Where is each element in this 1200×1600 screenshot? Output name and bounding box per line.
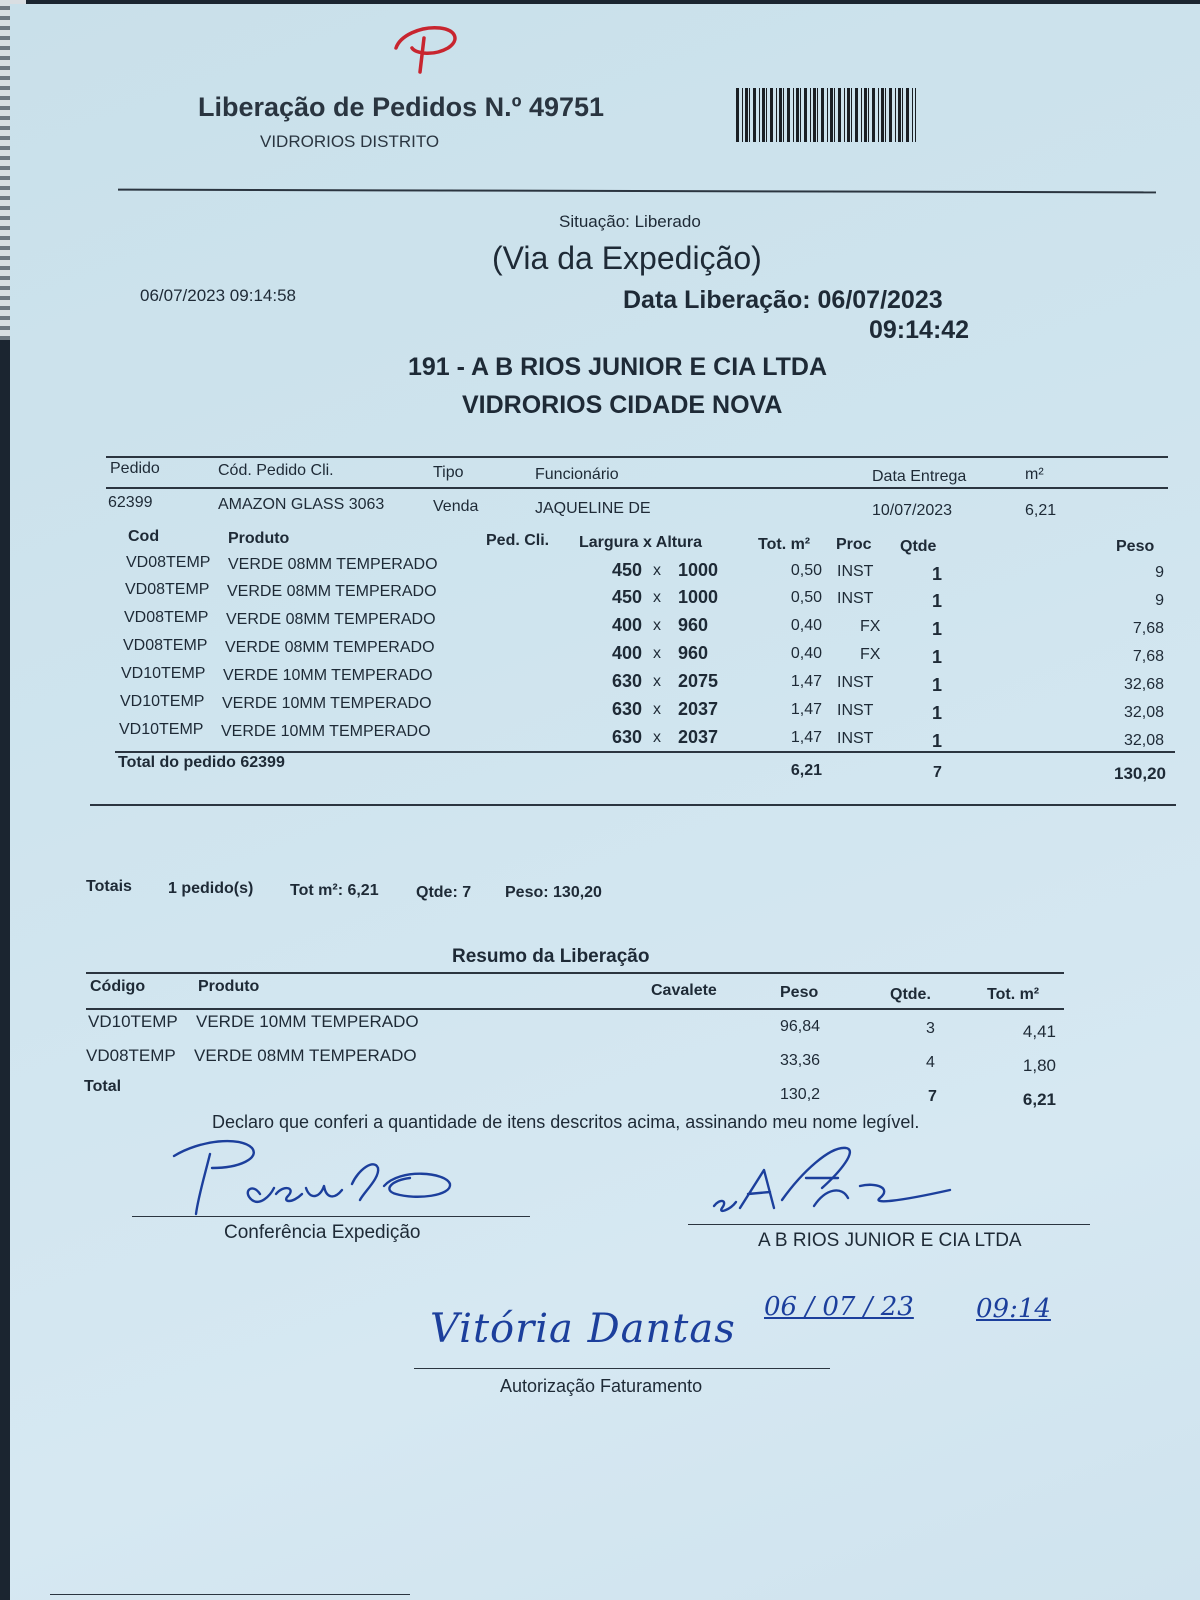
item-largura: 630: [611, 699, 642, 719]
item-peso: 32,68: [1123, 676, 1164, 693]
item-x: x: [653, 645, 661, 662]
item-altura: 2075: [678, 671, 719, 691]
document-title: Liberação de Pedidos N.º 49751: [198, 92, 605, 122]
col-data-entrega: Data Entrega: [872, 468, 967, 485]
divider: [86, 1008, 1064, 1010]
resumo-total-peso: 130,2: [780, 1086, 821, 1103]
pedido-number: 62399: [108, 494, 153, 511]
item-cod: VD10TEMP: [120, 693, 205, 710]
divider: [106, 456, 1168, 458]
item-x: x: [653, 617, 661, 634]
printed-timestamp: 06/07/2023 09:14:58: [140, 286, 296, 305]
item-x: x: [653, 701, 661, 718]
items-col-tot-m2: Tot. m²: [758, 536, 811, 553]
item-produto: VERDE 10MM TEMPERADO: [222, 695, 432, 712]
items-col-qtde: Qtde: [900, 538, 937, 555]
item-cod: VD10TEMP: [119, 721, 204, 738]
resumo-peso: 33,36: [780, 1052, 821, 1069]
declaration-text: Declaro que conferi a quantidade de itens descritos acima, assinando meu nome legível.: [212, 1112, 920, 1132]
totais-m2: Tot m²: 6,21: [290, 882, 379, 899]
handwritten-date: 06 / 07 / 23: [764, 1292, 914, 1322]
resumo-tot-m2: 4,41: [1022, 1022, 1056, 1041]
item-produto: VERDE 08MM TEMPERADO: [225, 639, 435, 656]
item-largura: 630: [611, 671, 642, 691]
item-peso: 7,68: [1132, 620, 1164, 637]
resumo-col-tot-m2: Tot. m²: [987, 986, 1040, 1003]
document-sheet: [10, 4, 1200, 1600]
resumo-peso: 96,84: [780, 1018, 821, 1035]
totais-label: Totais: [86, 878, 132, 895]
divider: [90, 804, 1176, 806]
item-cod: VD08TEMP: [125, 581, 210, 598]
item-tot-m2: 0,40: [790, 617, 822, 634]
item-proc: INST: [837, 563, 874, 580]
items-col-dimensoes: Largura x Altura: [579, 534, 702, 551]
item-largura: 400: [611, 615, 642, 635]
item-qtde: 1: [932, 619, 943, 639]
signature-line: [132, 1216, 530, 1217]
m2-value: 6,21: [1025, 502, 1057, 519]
divider: [118, 189, 1156, 194]
pedido-total-m2: 6,21: [790, 762, 822, 779]
resumo-col-cavalete: Cavalete: [651, 982, 717, 999]
divider: [106, 487, 1168, 489]
item-peso: 32,08: [1123, 704, 1164, 721]
tipo-value: Venda: [433, 498, 479, 515]
item-qtde: 1: [932, 564, 943, 584]
data-entrega-value: 10/07/2023: [872, 502, 953, 519]
resumo-title: Resumo da Liberação: [452, 946, 650, 967]
pedido-total-label: Total do pedido 62399: [118, 754, 285, 771]
item-altura: 1000: [678, 560, 719, 580]
status-text: Situação: Liberado: [559, 212, 701, 231]
resumo-total-qtde: 7: [928, 1088, 937, 1105]
item-proc: INST: [837, 702, 874, 719]
items-col-proc: Proc: [836, 536, 872, 553]
resumo-qtde: 4: [926, 1054, 935, 1071]
col-pedido: Pedido: [110, 460, 160, 477]
item-tot-m2: 0,50: [790, 562, 822, 579]
copy-type: (Via da Expedição): [492, 240, 762, 276]
item-cod: VD08TEMP: [126, 554, 211, 571]
col-funcionario: Funcionário: [535, 466, 619, 483]
item-proc: INST: [837, 674, 874, 691]
totais-qtde: Qtde: 7: [416, 884, 472, 901]
item-qtde: 1: [932, 703, 943, 723]
item-cod: VD08TEMP: [123, 637, 208, 654]
item-largura: 630: [611, 727, 642, 747]
item-proc: FX: [860, 646, 881, 663]
col-m2: m²: [1025, 466, 1044, 483]
item-largura: 450: [611, 560, 642, 580]
item-x: x: [653, 673, 661, 690]
resumo-col-produto: Produto: [198, 978, 260, 995]
item-altura: 2037: [678, 727, 719, 747]
item-x: x: [653, 562, 661, 579]
resumo-produto: VERDE 10MM TEMPERADO: [196, 1012, 419, 1031]
resumo-total-m2: 6,21: [1022, 1090, 1056, 1109]
items-col-cod: Cod: [128, 528, 160, 545]
item-x: x: [653, 589, 661, 606]
handwritten-name: Vitória Dantas: [430, 1306, 736, 1352]
item-peso: 32,08: [1123, 732, 1164, 749]
col-tipo: Tipo: [433, 464, 464, 481]
item-produto: VERDE 08MM TEMPERADO: [228, 556, 438, 573]
item-proc: FX: [860, 618, 881, 635]
items-col-ped-cli: Ped. Cli.: [486, 532, 550, 549]
item-altura: 960: [678, 615, 709, 635]
totais-pedidos: 1 pedido(s): [168, 880, 254, 897]
barcode: [736, 88, 916, 142]
item-largura: 450: [611, 587, 642, 607]
autorizacao-label: Autorização Faturamento: [500, 1376, 703, 1396]
item-qtde: 1: [932, 675, 943, 695]
release-date: Data Liberação: 06/07/2023: [623, 286, 943, 314]
client-name: 191 - A B RIOS JUNIOR E CIA LTDA: [408, 353, 828, 381]
cod-cli-value: AMAZON GLASS 3063: [218, 496, 385, 513]
item-tot-m2: 1,47: [790, 673, 822, 690]
item-tot-m2: 1,47: [790, 729, 822, 746]
item-cod: VD10TEMP: [121, 665, 206, 682]
red-handwritten-mark: [390, 18, 470, 74]
item-produto: VERDE 08MM TEMPERADO: [227, 583, 437, 600]
resumo-tot-m2: 1,80: [1022, 1056, 1056, 1075]
release-time: 09:14:42: [869, 316, 970, 344]
item-cod: VD08TEMP: [124, 609, 209, 626]
item-altura: 2037: [678, 699, 719, 719]
item-tot-m2: 0,50: [790, 589, 822, 606]
divider: [115, 751, 1175, 753]
resumo-produto: VERDE 08MM TEMPERADO: [194, 1046, 417, 1065]
signature-line: [688, 1224, 1090, 1225]
signature-empresa: [710, 1142, 970, 1222]
items-col-peso: Peso: [1116, 538, 1155, 555]
resumo-codigo: VD08TEMP: [86, 1046, 176, 1065]
item-qtde: 1: [932, 591, 943, 611]
item-tot-m2: 0,40: [790, 645, 822, 662]
totais-peso: Peso: 130,20: [505, 884, 602, 901]
item-proc: INST: [837, 590, 874, 607]
funcionario-value: JAQUELINE DE: [535, 500, 651, 517]
item-peso: 9: [1155, 564, 1164, 581]
document-subtitle: VIDRORIOS DISTRITO: [260, 132, 440, 151]
bottom-divider: [50, 1594, 410, 1595]
signature-conferencia: [160, 1134, 480, 1220]
col-cod-cli: Cód. Pedido Cli.: [218, 462, 334, 479]
client-store: VIDRORIOS CIDADE NOVA: [462, 391, 783, 419]
handwritten-time: 09:14: [976, 1294, 1051, 1324]
resumo-col-codigo: Código: [90, 978, 146, 995]
item-x: x: [653, 729, 661, 746]
item-altura: 1000: [678, 587, 719, 607]
item-produto: VERDE 08MM TEMPERADO: [226, 611, 436, 628]
items-col-produto: Produto: [228, 530, 290, 547]
resumo-qtde: 3: [926, 1020, 935, 1037]
item-tot-m2: 1,47: [790, 701, 822, 718]
item-altura: 960: [678, 643, 709, 663]
resumo-col-qtde: Qtde.: [890, 986, 931, 1003]
item-peso: 9: [1155, 592, 1164, 609]
item-qtde: 1: [932, 731, 943, 751]
signature-line: [414, 1368, 830, 1369]
pedido-total-qtde: 7: [933, 764, 942, 781]
empresa-label: A B RIOS JUNIOR E CIA LTDA: [758, 1230, 1022, 1251]
conferencia-label: Conferência Expedição: [224, 1222, 421, 1243]
item-produto: VERDE 10MM TEMPERADO: [221, 723, 431, 740]
resumo-codigo: VD10TEMP: [88, 1012, 178, 1031]
resumo-col-peso: Peso: [780, 984, 819, 1001]
item-proc: INST: [837, 730, 874, 747]
pedido-total-peso: 130,20: [1114, 764, 1166, 783]
divider: [86, 972, 1064, 974]
item-peso: 7,68: [1132, 648, 1164, 665]
item-qtde: 1: [932, 647, 943, 667]
item-produto: VERDE 10MM TEMPERADO: [223, 667, 433, 684]
item-largura: 400: [611, 643, 642, 663]
resumo-total-label: Total: [84, 1078, 122, 1095]
